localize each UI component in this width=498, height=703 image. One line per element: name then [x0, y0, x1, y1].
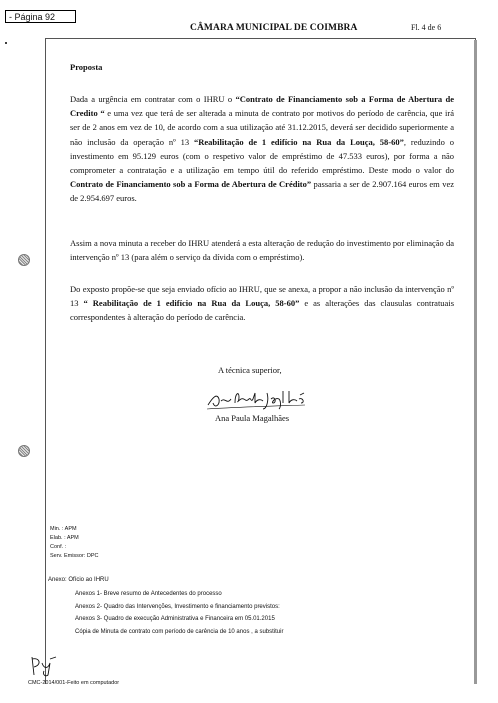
annex-item: Cópia de Minuta de contrato com período de carência de 10 anos , a substituir: [75, 628, 284, 635]
bold-text: “ Reabilitação de 1 edifício na Rua da Louça, 58-60”: [83, 298, 300, 309]
annex-item: Anexos 2- Quadro das Intervenções, Investimento e financiamento previstos:: [75, 603, 280, 610]
handwritten-initial: [30, 655, 60, 677]
signature-role: A técnica superior,: [218, 365, 282, 375]
paragraph-1: [70, 92, 454, 206]
header-title: CÂMARA MUNICIPAL DE COIMBRA: [190, 23, 358, 33]
meta-line: Elab. : APM: [50, 535, 79, 541]
handwritten-signature: [205, 387, 310, 413]
punch-hole: [18, 445, 30, 457]
section-title: Proposta: [70, 62, 103, 72]
annex-title: Anexo: Ofício ao IHRU: [48, 577, 109, 583]
page-label: - Página 92: [5, 10, 76, 23]
text-run: Dada a urgência em contratar com o IHRU o: [70, 94, 236, 104]
meta-line: Conf. :: [50, 544, 67, 550]
metadata-block: [50, 525, 99, 561]
meta-line: Min. : APM: [50, 526, 77, 532]
signature-name: Ana Paula Magalhães: [215, 413, 290, 423]
paragraph-3: [70, 282, 454, 325]
meta-line: Serv. Emissor: DPC: [50, 553, 99, 559]
annex-list: [75, 588, 283, 638]
bold-text: “Contrato de Financiamento sob a Forma de Abertura de Credito “: [70, 94, 454, 119]
annex-item: Anexos 3- Quadro de execução Administrativa e Financeira em 05.01.2015: [75, 616, 275, 622]
punch-hole: [18, 254, 30, 266]
header-page-number: Fl. 4 de 6: [411, 23, 442, 32]
text-run: passaria a ser de 2.907.164 euros em vez de 2.954.697 euros.: [70, 179, 454, 204]
scan-dot: [5, 42, 7, 44]
paragraph-2: [70, 236, 454, 264]
text-run: e uma vez que terá de ser alterada a minuta de contrato por motivos do período de carência, que irá ser de 2 anos em vez de 10, de acordo com a sua utilização até 31.12.2015, deverá ser decidido superiormente a não inclusão da operação nº 13: [70, 108, 455, 147]
frame-shadow: [474, 40, 477, 684]
footer-code: CMC-2014/001-Feito em computador: [28, 680, 120, 686]
bold-text: Contrato de Financiamento sob a Forma de Abertura de Crédito”: [70, 179, 312, 190]
text-run: Assim a nova minuta a receber do IHRU atenderá a esta alteração de redução do investimento por eliminação da intervenção nº 13 (para além o serviço da dívida com o empréstimo).: [70, 238, 454, 263]
text-run: e as alterações das clausulas contratuais correspondentes à alteração do período de carência.: [70, 298, 454, 323]
text-run: , reduzindo o investimento em 95.129 euros (com o respetivo valor de empréstimo de 47.533 euros), por forma a não comprometer a contratação e a utilização em tempo útil do referido empréstimo. Deste modo o valor do: [70, 136, 454, 176]
bold-text: “Reabilitação de 1 edifício na Rua da Louça, 58-60”: [194, 136, 404, 147]
text-run: Do exposto propõe-se que seja enviado ofício ao IHRU, que se anexa, a propor a não inclusão da intervenção nº 13: [70, 284, 454, 309]
annex-item: Anexos 1- Breve resumo de Antecedentes do processo: [75, 591, 222, 597]
